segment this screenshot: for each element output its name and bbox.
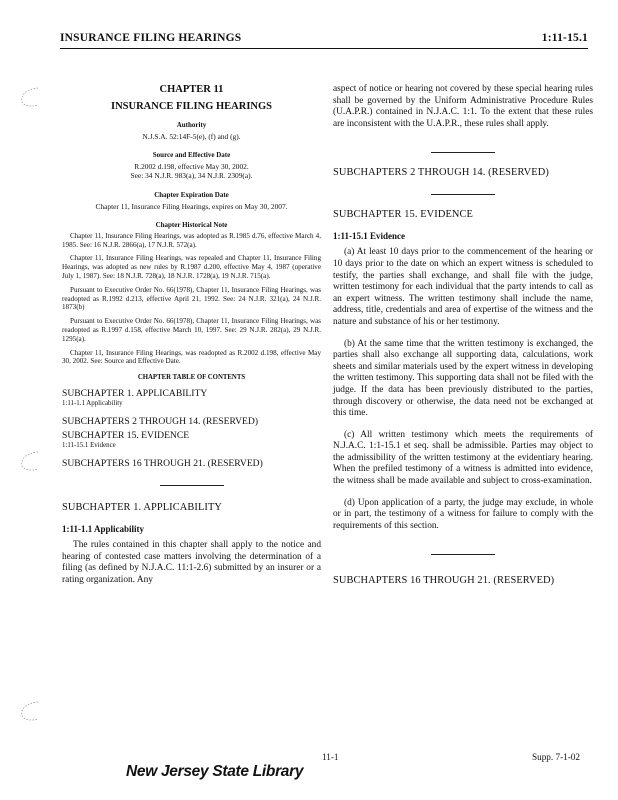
continued-text: aspect of notice or hearing not covered by these special hearing rules shall be governed by the Uniform Administrative Procedure Rules (U.A.P.R.) contained in N.J.A.C. 1:1. To the extent that these rules are inconsistent with the U.A.P.R., these rules shall apply. bbox=[333, 84, 593, 129]
supplement-date: Supp. 7-1-02 bbox=[532, 752, 580, 762]
subchapter-heading: SUBCHAPTERS 2 THROUGH 14. (RESERVED) bbox=[333, 167, 549, 179]
authority-text: N.J.S.A. 52:14F-5(e), (f) and (g). bbox=[142, 132, 241, 141]
library-stamp: New Jersey State Library bbox=[126, 763, 304, 780]
chapter-title: INSURANCE FILING HEARINGS bbox=[110, 101, 273, 112]
subchapter-heading: SUBCHAPTERS 16 THROUGH 21. (RESERVED) bbox=[333, 575, 555, 587]
source-heading: Source and Effective Date bbox=[152, 151, 231, 160]
source-line: See: 34 N.J.R. 983(a), 34 N.J.R. 2309(a). bbox=[130, 171, 253, 181]
section-heading: 1:11-15.1 Evidence bbox=[333, 231, 405, 242]
header-rule bbox=[60, 48, 588, 49]
page-number: 11-1 bbox=[322, 752, 339, 762]
toc-entry: SUBCHAPTERS 2 THROUGH 14. (RESERVED) bbox=[62, 416, 259, 428]
history-note: Pursuant to Executive Order No. 66(1978), Chapter 11, Insurance Filing Hearings, was readopted as R.1997 d.158, effective March 10, 1997. See: 29 N.J.R. 282(a), 29 N.J.R. 1295(a). bbox=[62, 317, 321, 343]
toc-subentry: 1:11-1.1 Applicability bbox=[62, 400, 123, 408]
history-note: Chapter 11, Insurance Filing Hearings, was repealed and Chapter 11, Insurance Filing Hearings, was adopted as new rules by R.1987 d.200, effective May 4, 1987 (operative July 1, 1987). See: 18 N.J.R. 728(a), 18 N.J.R. 1728(a), 19 N.J.R. 715(a). bbox=[62, 254, 321, 280]
paragraph-c: (c) All written testimony which meets the requirements of N.J.A.C. 1:1-15.1 et seq. shall be admissible. Parties may object to the admissibility of the written testimony at the evidentiary hearing. When the prefiled testimony of a witness is admitted into evidence, the witness shall be made available and subject to cross-examination. bbox=[333, 429, 593, 487]
toc-entry: SUBCHAPTER 1. APPLICABILITY bbox=[62, 388, 208, 400]
paragraph-a: (a) At least 10 days prior to the commencement of the hearing or 10 days prior to the date on which an expert witness is scheduled to testify, the parties shall exchange, and shall file with the judge, written testimony for each individual that the party intends to call as an expert witness. The written testimony shall include the name, address, title, credentials and area of expertise of the witness and the nature and substance of his or her testimony. bbox=[333, 247, 593, 327]
history-note: Pursuant to Executive Order No. 66(1978), Chapter 11, Insurance Filing Hearings, was readopted as R.1992 d.213, effective April 21, 1992. See: 24 N.J.R. 321(a), 24 N.J.R. 1873(b) bbox=[62, 285, 321, 312]
expiration-heading: Chapter Expiration Date bbox=[154, 190, 229, 199]
subchapter-heading: SUBCHAPTER 1. APPLICABILITY bbox=[62, 502, 223, 514]
punch-hole-mark bbox=[16, 450, 42, 472]
section-divider bbox=[431, 152, 495, 153]
toc-entry: SUBCHAPTERS 16 THROUGH 21. (RESERVED) bbox=[62, 458, 263, 470]
punch-hole-mark bbox=[16, 700, 42, 722]
header-title: INSURANCE FILING HEARINGS bbox=[60, 32, 242, 44]
header-section-number: 1:11-15.1 bbox=[541, 32, 588, 44]
toc-entry: SUBCHAPTER 15. EVIDENCE bbox=[62, 430, 190, 442]
section-text: The rules contained in this chapter shall apply to the notice and hearing of contested case matters involving the determination of a filing (as defined by N.J.A.C. 11:1-2.6) submitted by an insurer or a rating organization. Any bbox=[62, 540, 321, 585]
right-column bbox=[333, 84, 593, 597]
paragraph-d: (d) Upon application of a party, the judge may exclude, in whole or in part, the testimony of a witness for failure to comply with the requirements of this section. bbox=[333, 497, 593, 531]
authority-heading: Authority bbox=[176, 121, 207, 129]
expiration-text: Chapter 11, Insurance Filing Hearings, expires on May 30, 2007. bbox=[95, 201, 288, 211]
running-header bbox=[60, 32, 588, 48]
toc-subentry: 1:11-15.1 Evidence bbox=[62, 442, 116, 450]
chapter-number: CHAPTER 11 bbox=[159, 84, 224, 95]
source-line: R.2002 d.198, effective May 30, 2002. bbox=[134, 162, 249, 172]
toc-heading: CHAPTER TABLE OF CONTENTS bbox=[137, 374, 246, 382]
paragraph-b: (b) At the same time that the written testimony is exchanged, the parties shall also exchange all supporting data, calculations, work sheets and similar materials used by the expert witness in developing the written testimony. This supporting data shall not be filed with the judge. If the data has been previously distributed to the parties, through discovery or otherwise, the data need not be exchanged at this time. bbox=[333, 338, 593, 419]
left-column bbox=[62, 84, 321, 597]
section-heading: 1:11-1.1 Applicability bbox=[62, 524, 145, 535]
punch-hole-mark bbox=[16, 86, 42, 108]
section-divider bbox=[431, 194, 495, 195]
section-divider bbox=[431, 554, 495, 555]
history-heading: Chapter Historical Note bbox=[155, 220, 228, 229]
history-note: Chapter 11, Insurance Filing Hearings, was adopted as R.1985 d.76, effective March 4, 1985. See: 16 N.J.R. 2866(a), 17 N.J.R. 572(a). bbox=[62, 231, 321, 249]
section-divider bbox=[160, 485, 224, 486]
subchapter-heading: SUBCHAPTER 15. EVIDENCE bbox=[333, 209, 473, 221]
history-note: Chapter 11, Insurance Filing Hearings, was readopted as R.2002 d.198, effective May 30, 2002. See: Source and Effective Date. bbox=[62, 348, 321, 366]
